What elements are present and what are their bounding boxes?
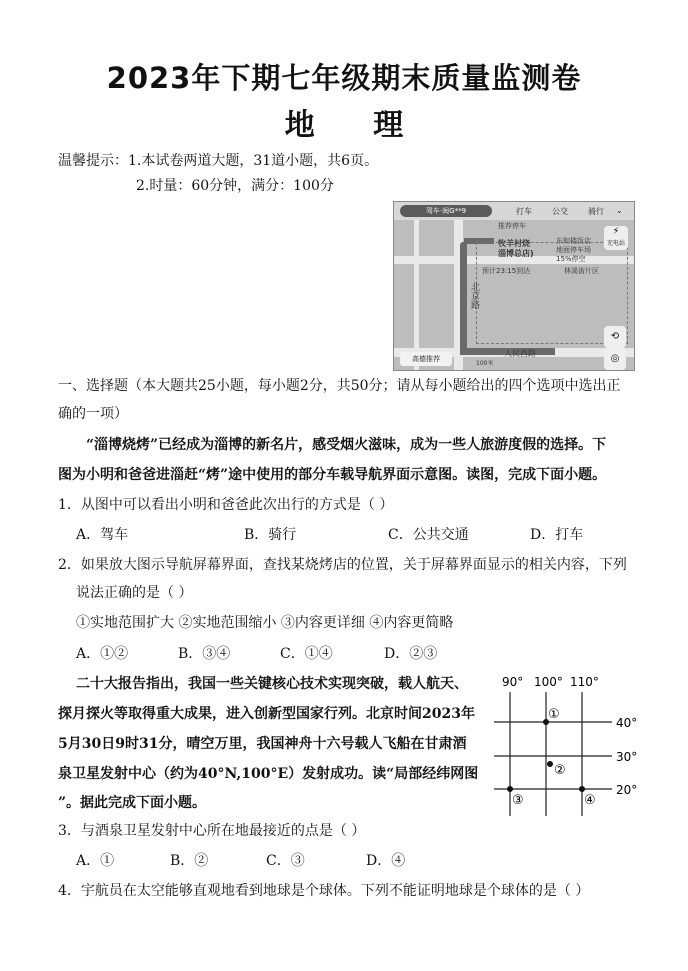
- map-label: 推荐停车: [498, 222, 526, 230]
- tab-bike[interactable]: 骑行: [588, 207, 604, 216]
- map-label: 预计23:15到达: [482, 267, 531, 275]
- map-road: [414, 220, 419, 370]
- route-line: [460, 242, 467, 354]
- chevron-down-icon[interactable]: ⌄: [616, 206, 623, 215]
- scale-label: 100米: [476, 360, 494, 367]
- point-1-label: ①: [548, 707, 560, 722]
- passage1-line-2: 图为小明和爸爸进淄赶“烤”途中使用的部分车载导航界面示意图。读图，完成下面小题。: [58, 467, 607, 483]
- section-heading-line-2: 确的一项）: [58, 406, 128, 422]
- q1-option-a[interactable]: A．驾车: [76, 527, 129, 543]
- tab-taxi[interactable]: 打车: [516, 207, 532, 216]
- passage2-line-5: ”。据此完成下面小题。: [58, 795, 207, 811]
- tips-line-2: 2.时量：60分钟，满分：100分: [136, 178, 334, 194]
- q1-option-d[interactable]: D．打车: [530, 527, 584, 543]
- point-4-dot: [579, 786, 585, 792]
- refresh-icon[interactable]: ⟲: [604, 326, 626, 348]
- tips-line-1: [58, 151, 378, 171]
- locate-icon[interactable]: ◎: [604, 348, 626, 370]
- subject-title: 地 理: [284, 108, 428, 143]
- lon-label: 110°: [570, 675, 599, 689]
- charging-station-button[interactable]: [604, 226, 628, 250]
- q3-option-a[interactable]: A．①: [76, 853, 115, 869]
- lightning-icon: ⚡: [612, 226, 620, 237]
- q2-option-c[interactable]: C．①④: [280, 646, 333, 662]
- lat-label: 30°: [616, 750, 638, 764]
- lon-label: 90°: [502, 675, 524, 689]
- tab-bus[interactable]: 公交: [552, 207, 568, 216]
- q3-option-c[interactable]: C．③: [266, 853, 305, 869]
- q1-stem: 1．从图中可以看出小明和爸爸此次出行的方式是（ ）: [58, 497, 394, 513]
- point-3-label: ③: [512, 793, 524, 808]
- lat-label: 20°: [616, 783, 638, 797]
- map-label: 人民西路: [504, 349, 536, 358]
- q1-option-c[interactable]: C．公共交通: [388, 527, 469, 543]
- lat-label: 40°: [616, 716, 638, 730]
- point-4-label: ④: [584, 793, 596, 808]
- point-3-dot: [507, 786, 513, 792]
- map-label: 15%停空: [556, 255, 586, 263]
- tips-label: 温馨提示：: [58, 153, 128, 169]
- map-label: 北京路: [469, 282, 479, 309]
- q3-stem: 3．与酒泉卫星发射中心所在地最接近的点是（ ）: [58, 823, 366, 839]
- q2-option-a[interactable]: A．①②: [76, 646, 129, 662]
- lon-label: 100°: [534, 675, 563, 689]
- passage2-line-4: 泉卫星发射中心（约为40°N,100°E）发射成功。读“局部经纬网图: [58, 766, 479, 782]
- map-label: 东和楼饭店: [556, 237, 591, 245]
- passage2-line-3: 5月30日9时31分，晴空万里，我国神舟十六号载人飞船在甘肃酒: [58, 736, 467, 752]
- map-label: 淄博总店): [498, 249, 534, 258]
- passage2-line-2: 探月探火等取得重大成果，进入创新型国家行列。北京时间2023年: [58, 706, 475, 722]
- map-label: 地面停车场: [556, 246, 591, 254]
- tips-text-1: 1.本试卷两道大题，31道小题，共6页。: [128, 153, 379, 169]
- passage1-line-1: “淄博烧烤”已经成为淄博的新名片，感受烟火滋味，成为一些人旅游度假的选择。下: [86, 437, 607, 453]
- navigation-screenshot: [393, 201, 635, 371]
- q2-stem-line-1: 2．如果放大图示导航屏幕界面，查找某烧烤店的位置，关于屏幕界面显示的相关内容，下列: [58, 557, 627, 573]
- exam-title: 2023年下期七年级期末质量监测卷: [106, 61, 582, 95]
- q4-stem: 4．宇航员在太空能够直观地看到地球是个球体。下列不能证明地球是个球体的是（ ）: [58, 883, 590, 899]
- travel-mode-pill[interactable]: 驾车·闽G**9: [400, 205, 492, 217]
- q2-stem-line-2: 说法正确的是（ ）: [76, 585, 193, 601]
- point-2-dot: [547, 761, 553, 767]
- map-label: 林溪街片区: [564, 267, 599, 275]
- section-heading-line-1: 一、选择题（本大题共25小题，每小题2分，共50分；请从每小题给出的四个选项中选出正: [58, 378, 621, 394]
- q3-option-b[interactable]: B．②: [170, 853, 209, 869]
- q3-option-d[interactable]: D．④: [366, 853, 406, 869]
- q1-option-b[interactable]: B．骑行: [244, 527, 297, 543]
- q2-option-b[interactable]: B．③④: [178, 646, 231, 662]
- map-label: 牧羊村烧: [498, 239, 530, 248]
- charging-label: 充电站: [606, 240, 625, 247]
- nav-top-bar: [394, 202, 634, 220]
- point-2-label: ②: [554, 763, 566, 778]
- recommend-button[interactable]: 高德推荐: [400, 352, 452, 366]
- lat-long-grid-map: [494, 672, 644, 822]
- passage2-line-1: 二十大报告指出，我国一些关键核心技术实现突破，载人航天、: [76, 676, 468, 692]
- q2-statements: ①实地范围扩大 ②实地范围缩小 ③内容更详细 ④内容更简略: [76, 615, 454, 631]
- q2-option-d[interactable]: D．②③: [384, 646, 438, 662]
